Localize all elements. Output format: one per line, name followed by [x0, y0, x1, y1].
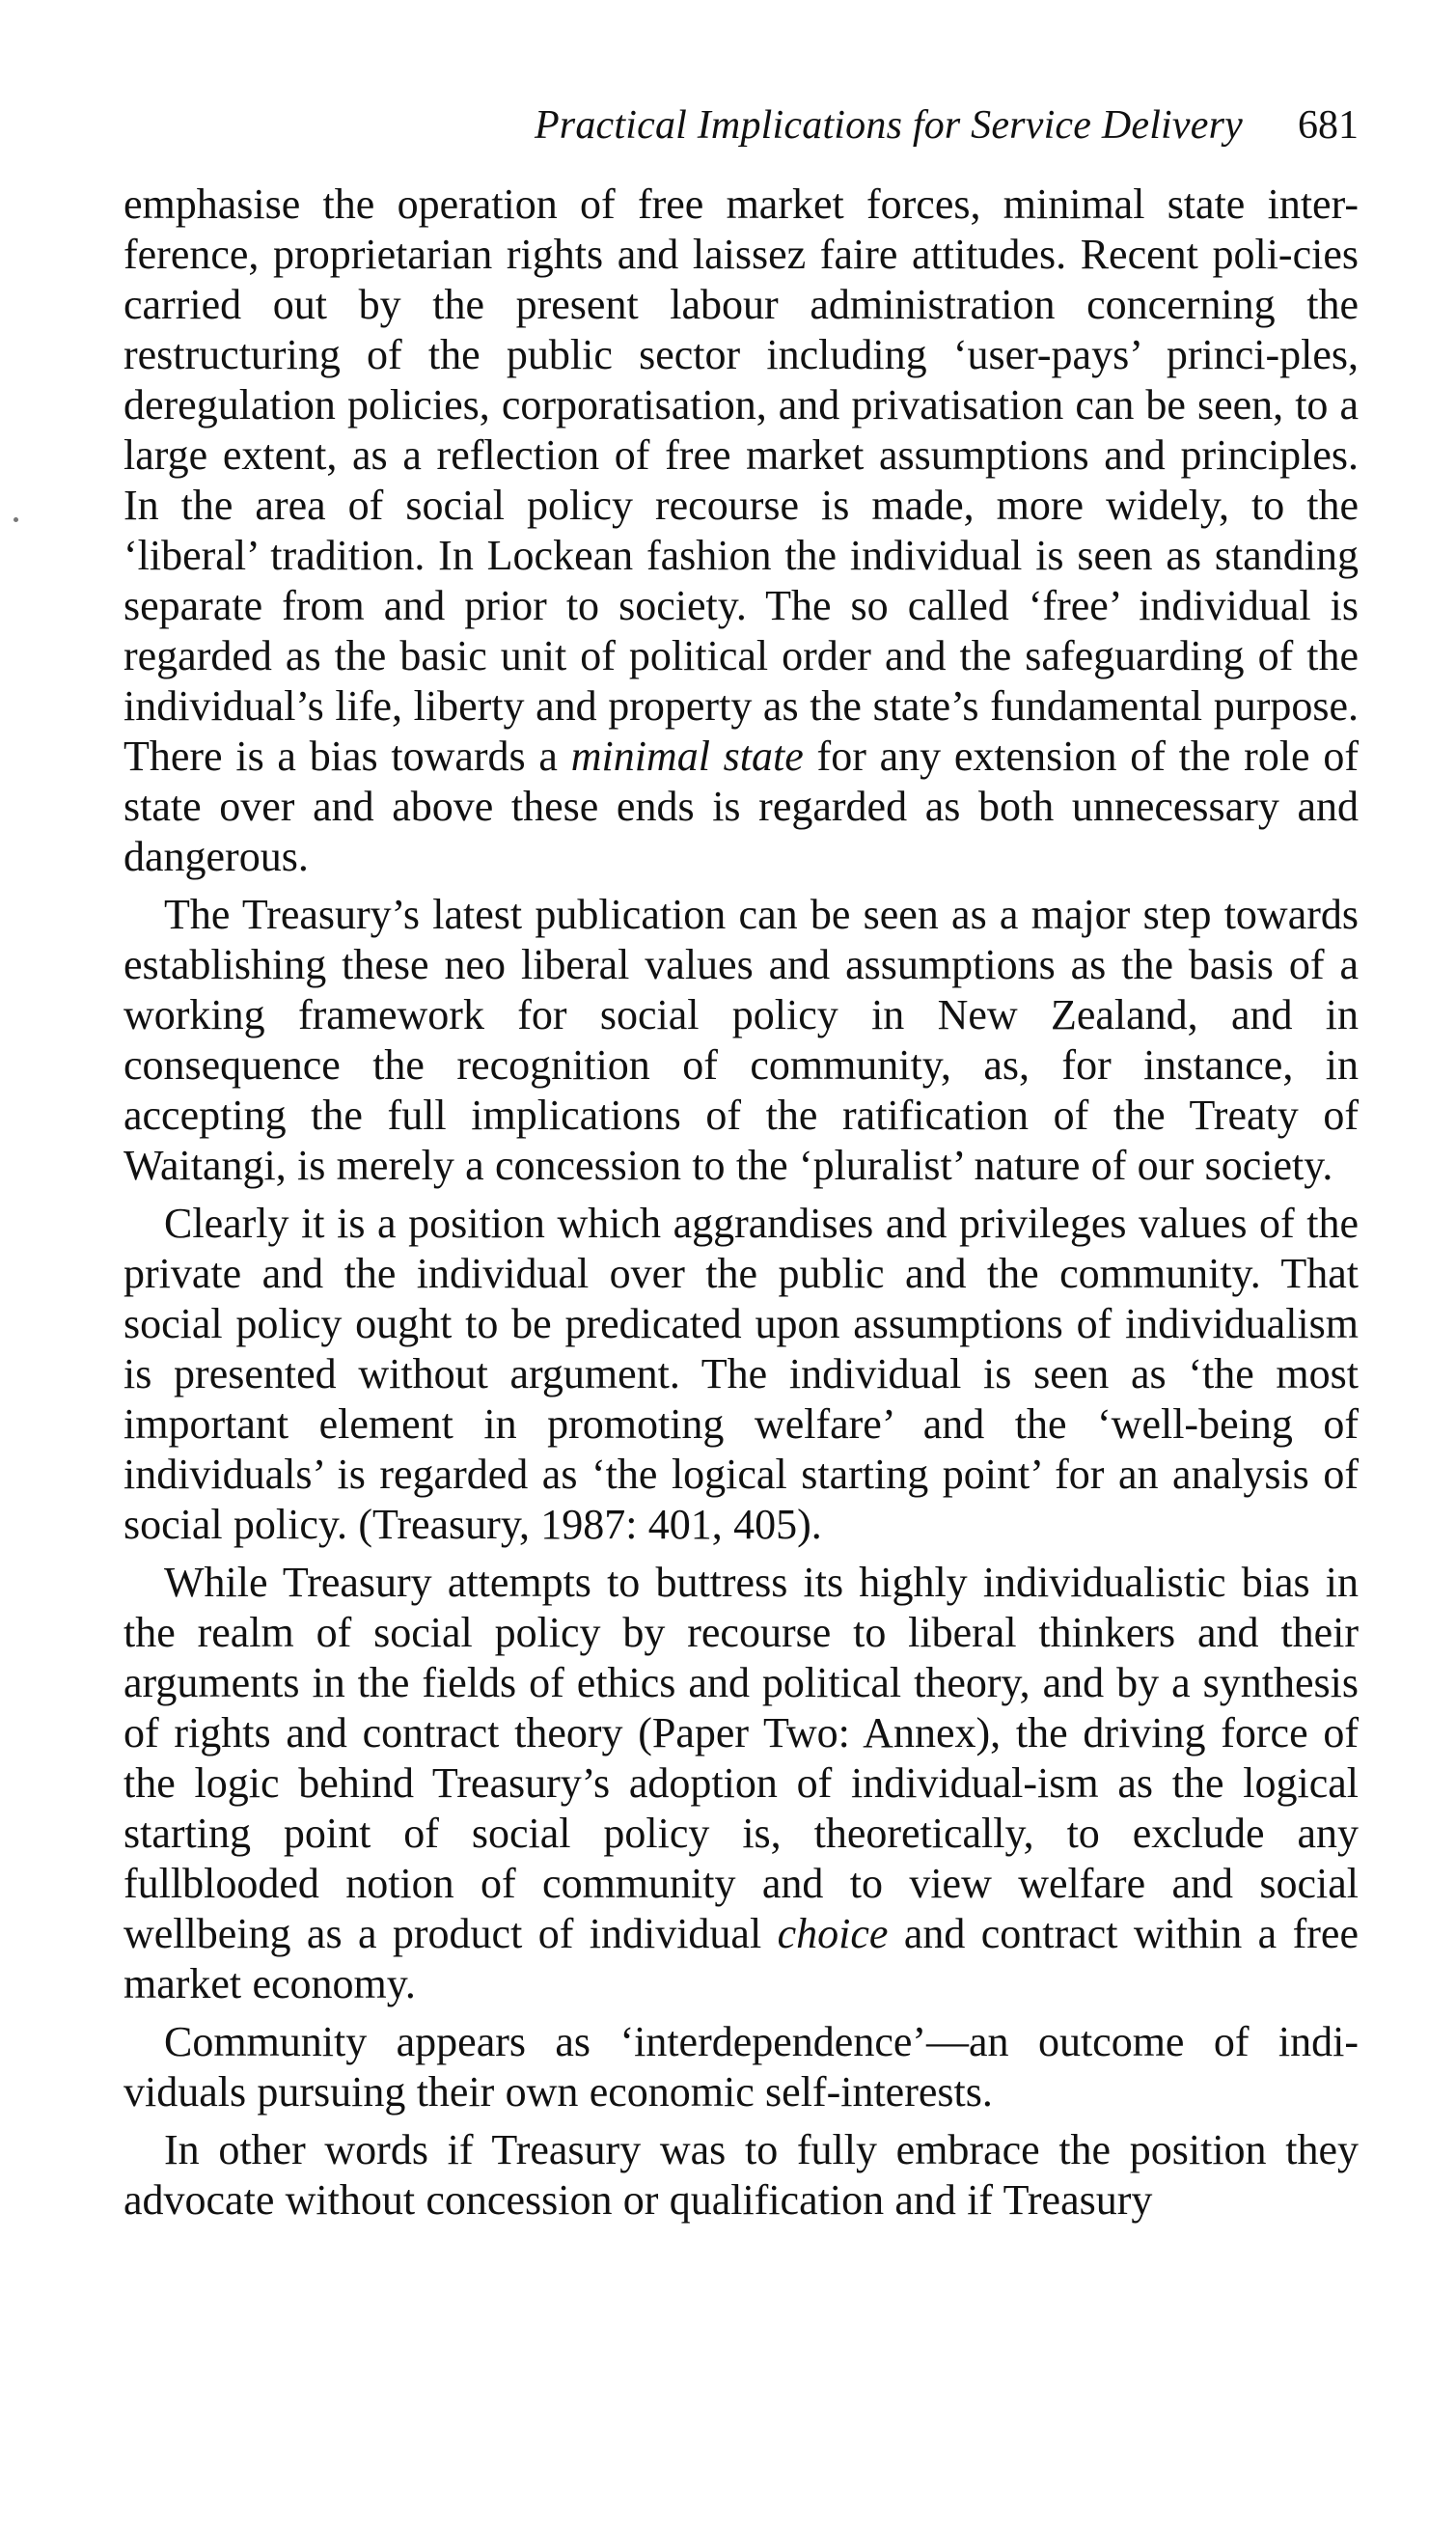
document-page	[124, 85, 1359, 2226]
paragraph-1	[124, 180, 1359, 882]
minimal-state-emphasis: minimal state	[570, 733, 804, 780]
paragraph-1-text: emphasise the operation of free market forces, minimal state inter-ference, proprietarian rights and laissez faire attitudes. Recent poli-cies carried out by the present labour administration concerning the restructuring of the public sector including ‘user-pays’ princi-ples, deregulation policies, corporatisation, and privatisation can be seen, to a large extent, as a reflection of free market assumptions and principles. In the area of social policy recourse is made, more widely, to the ‘liberal’ tradition. In Lockean fashion the individual is seen as standing separate from and prior to society. The so called ‘free’ individual is regarded as the basic unit of political order and the safeguarding of the individual’s life, liberty and property as the state’s fundamental purpose. There is a bias towards a	[124, 180, 1359, 780]
paragraph-6	[124, 2125, 1359, 2226]
paragraph-5	[124, 2017, 1359, 2117]
paragraph-4-ending: and contract within a free market economy.	[124, 1910, 1359, 2007]
paragraph-4-text: While Treasury attempts to buttress its highly individualistic bias in the realm of social policy by recourse to liberal thinkers and their arguments in the fields of ethics and political theory, and by a synthesis of rights and contract theory (Paper Two: Annex), the driving force of the logic behind Treasury’s adoption of individual-ism as the logical starting point of social policy is, theoretically, to exclude any fullblooded notion of community and to view welfare and social wellbeing as a product of individual	[124, 1559, 1359, 1957]
paragraph-2-text: The Treasury’s latest publication can be seen as a major step towards establishing these neo liberal values and assumptions as the basis of a working framework for social policy in New Zealand, and in consequence the recognition of community, as, for instance, in accepting the full implications of the ratification of the Treaty of Waitangi, is merely a concession to the ‘pluralist’ nature of our society.	[124, 891, 1359, 1189]
paragraph-4	[124, 1558, 1359, 2009]
paragraph-2	[124, 890, 1359, 1191]
paragraph-6-text: In other words if Treasury was to fully embrace the position they advocate without concession or qualification and if Treasury	[124, 2126, 1359, 2224]
paragraph-1-ending: for any extension of the role of state over and above these ends is regarded as both unnecessary and dangerous.	[124, 733, 1359, 880]
running-header	[124, 85, 1359, 152]
paragraph-3	[124, 1199, 1359, 1550]
choice-emphasis: choice	[777, 1910, 889, 1957]
paragraph-3-text: Clearly it is a position which aggrandises and privileges values of the private and the individual over the public and the community. That social policy ought to be predicated upon assumptions of individualism is presented without argument. The individual is seen as ‘the most important element in promoting welfare’ and the ‘well-being of individuals’ is regarded as ‘the logical starting point’ for an analysis of social policy. (Treasury, 1987: 401, 405).	[124, 1200, 1359, 1548]
paragraph-5-text: Community appears as ‘interdependence’—an outcome of indi-viduals pursuing their own economic self-interests.	[124, 2018, 1359, 2116]
running-title: Practical Implications for Service Delivery	[534, 103, 1243, 148]
page-number: 681	[1298, 103, 1359, 148]
body-text	[124, 180, 1359, 2226]
scan-speck	[14, 517, 18, 522]
